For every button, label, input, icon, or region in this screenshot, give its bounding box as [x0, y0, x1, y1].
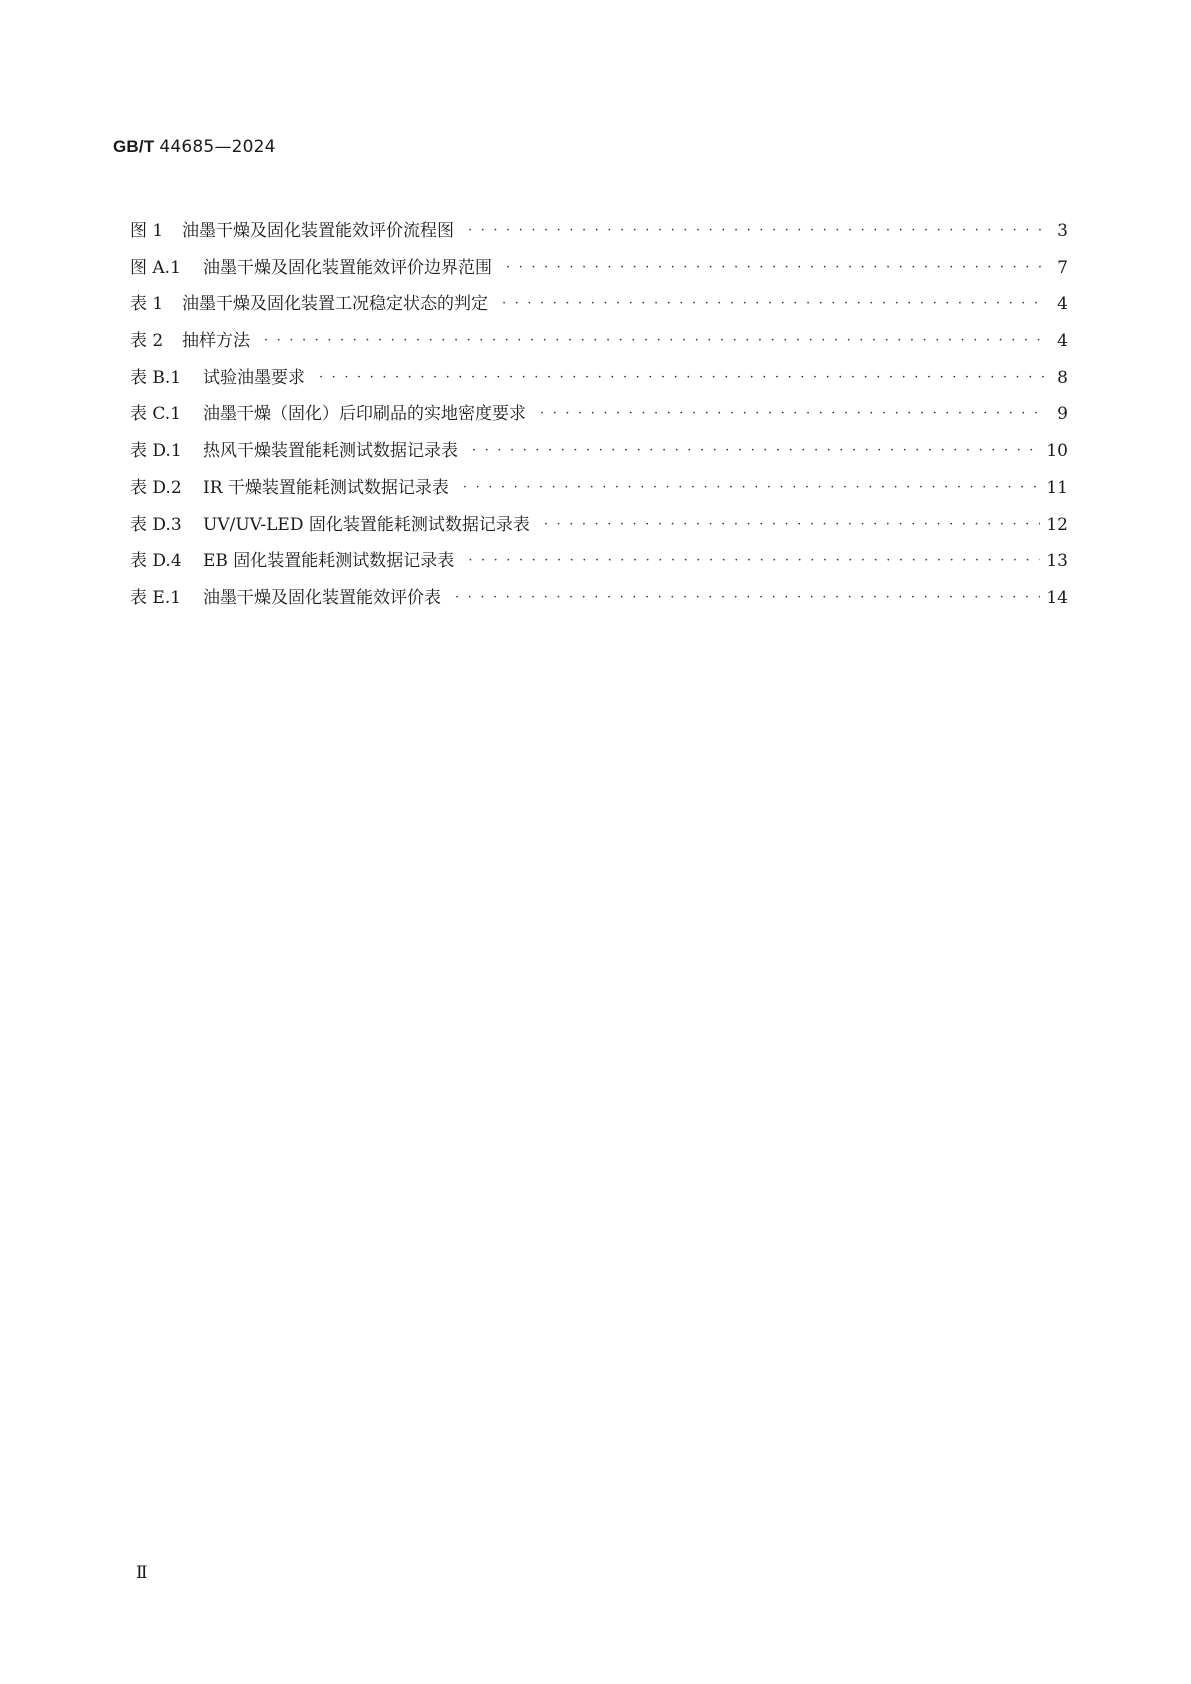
toc-entry[interactable]: [130, 366, 1068, 403]
toc-entry-title: EB 固化装置能耗测试数据记录表: [203, 551, 455, 572]
toc-entry-page: 9: [1057, 404, 1068, 425]
toc-entry-page: 7: [1057, 257, 1068, 278]
toc-entry-label: 表 D.1: [130, 441, 182, 462]
toc-entry-label: 表 1: [130, 294, 164, 315]
list-of-figures-and-tables: [130, 219, 1068, 623]
toc-entry-title: UV/UV-LED 固化装置能耗测试数据记录表: [203, 514, 530, 535]
standard-number-header: [113, 137, 276, 157]
toc-entry[interactable]: [130, 292, 1068, 329]
toc-entry-page: 4: [1057, 294, 1068, 315]
toc-entry[interactable]: [130, 256, 1068, 293]
toc-entry[interactable]: [130, 402, 1068, 439]
toc-dot-leader: [472, 439, 1040, 463]
toc-dot-leader: [468, 549, 1040, 573]
toc-dot-leader: [455, 586, 1040, 610]
toc-entry-page: 10: [1046, 441, 1068, 462]
toc-entry-label: 图 1: [130, 221, 164, 241]
toc-entry-page: 11: [1046, 477, 1068, 498]
toc-entry-label: 表 B.1: [130, 367, 182, 388]
toc-entry-label: 表 C.1: [130, 404, 182, 425]
toc-entry[interactable]: [130, 219, 1068, 256]
toc-entry-title: 油墨干燥及固化装置工况稳定状态的判定: [182, 294, 488, 315]
toc-entry-label: 表 E.1: [130, 587, 182, 608]
toc-entry[interactable]: [130, 329, 1068, 366]
toc-entry[interactable]: [130, 513, 1068, 550]
page-number-footer: Ⅱ: [136, 1563, 148, 1583]
toc-entry-page: 4: [1057, 331, 1068, 352]
toc-entry-label: 表 D.2: [130, 477, 182, 498]
toc-entry-page: 8: [1057, 367, 1068, 388]
toc-entry-title: 油墨干燥及固化装置能效评价流程图: [182, 221, 454, 241]
toc-dot-leader: [264, 329, 1046, 353]
toc-entry-page: 12: [1046, 514, 1068, 535]
toc-entry[interactable]: [130, 439, 1068, 476]
toc-entry-label: 表 2: [130, 331, 164, 352]
toc-dot-leader: [468, 219, 1046, 243]
toc-dot-leader: [463, 476, 1040, 500]
toc-entry-title: 油墨干燥（固化）后印刷品的实地密度要求: [203, 404, 526, 425]
toc-dot-leader: [502, 292, 1046, 316]
toc-entry-title: IR 干燥装置能耗测试数据记录表: [203, 477, 449, 498]
toc-entry[interactable]: [130, 586, 1068, 623]
toc-entry-label: 表 D.3: [130, 514, 182, 535]
toc-dot-leader: [506, 256, 1046, 280]
standard-number: 44685—2024: [159, 137, 276, 157]
toc-entry-title: 油墨干燥及固化装置能效评价边界范围: [203, 257, 492, 278]
toc-entry[interactable]: [130, 476, 1068, 513]
toc-entry-page: 3: [1057, 221, 1068, 241]
toc-entry-page: 14: [1046, 587, 1068, 608]
toc-entry-label: 图 A.1: [130, 257, 181, 278]
toc-entry-page: 13: [1046, 551, 1068, 572]
toc-entry-title: 试验油墨要求: [203, 367, 305, 388]
toc-entry-title: 油墨干燥及固化装置能效评价表: [203, 587, 441, 608]
toc-entry[interactable]: [130, 549, 1068, 586]
toc-entry-label: 表 D.4: [130, 551, 182, 572]
toc-dot-leader: [544, 513, 1041, 537]
standard-prefix: GB/T: [113, 137, 155, 156]
toc-dot-leader: [540, 402, 1046, 426]
toc-dot-leader: [319, 366, 1046, 390]
toc-entry-title: 热风干燥装置能耗测试数据记录表: [203, 441, 458, 462]
toc-entry-title: 抽样方法: [182, 331, 250, 352]
